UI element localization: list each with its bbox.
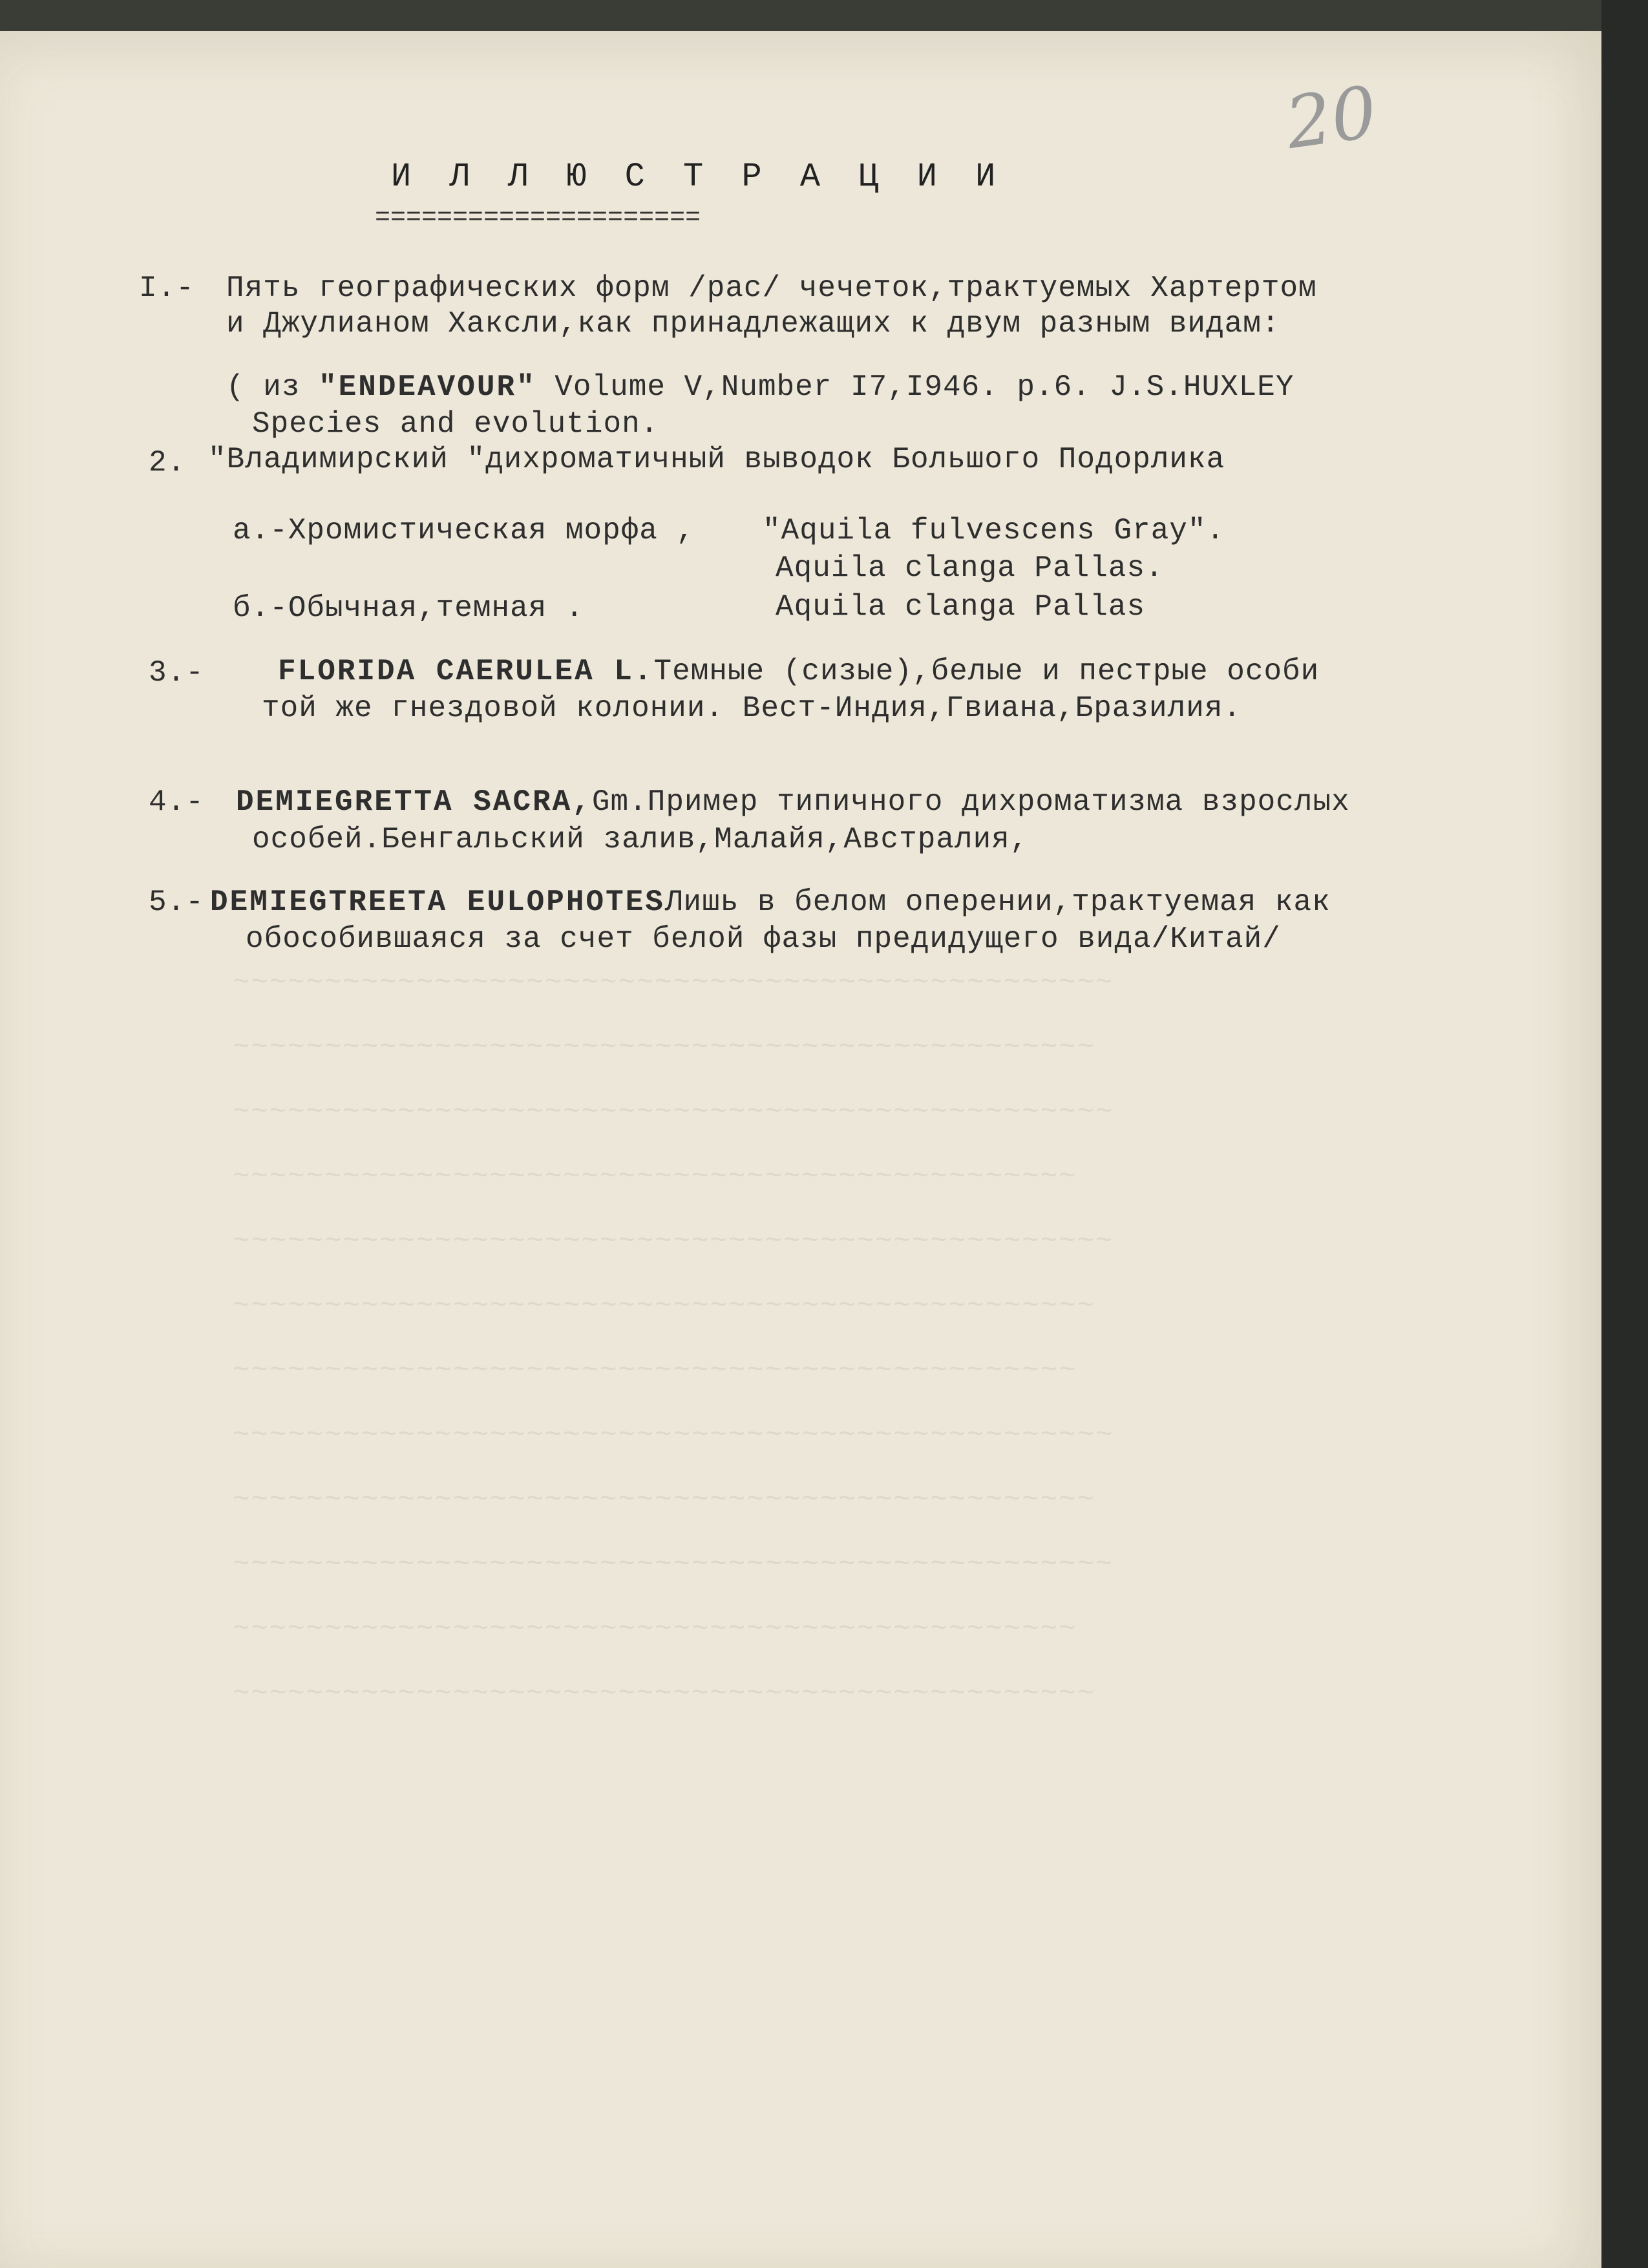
taxon-name: DEMIEGTREETA EULOPHOTES bbox=[210, 885, 665, 919]
bleed-through-line: ~~~~~~~~~~~~~~~~~~~~~~~~~~~~~~~~~~~~~~~~~~~~~~~~ bbox=[233, 1419, 1114, 1452]
document-page bbox=[0, 31, 1601, 2268]
bleed-through-line: ~~~~~~~~~~~~~~~~~~~~~~~~~~~~~~~~~~~~~~~~~~~~~~~~ bbox=[233, 1096, 1114, 1129]
page-title: И Л Л Ю С Т Р А Ц И И bbox=[391, 158, 1005, 196]
bleed-through-line: ~~~~~~~~~~~~~~~~~~~~~~~~~~~~~~~~~~~~~~~~~~~~~~ bbox=[233, 1613, 1077, 1646]
item-text-continued: обособившаяся за счет белой фазы предидущего вида/Китай/ bbox=[246, 922, 1281, 956]
item-text: FLORIDA CAERULEA L.Темные (сизые),белые и пестрые особи bbox=[278, 655, 1320, 688]
bleed-through-line: ~~~~~~~~~~~~~~~~~~~~~~~~~~~~~~~~~~~~~~~~~~~~~~ bbox=[233, 1355, 1077, 1387]
scan-top-edge bbox=[0, 0, 1648, 31]
item-text: Пять географических форм /рас/ чечеток,трактуемых Хартертом bbox=[226, 271, 1317, 305]
item-number: 5.- bbox=[149, 885, 204, 919]
item-number: I.- bbox=[139, 271, 195, 305]
source-citation: ( из "ENDEAVOUR" Volume V,Number I7,I946. p.6. J.S.HUXLEY bbox=[226, 370, 1294, 404]
title-underline: ===================== bbox=[375, 204, 701, 233]
bleed-through-line: ~~~~~~~~~~~~~~~~~~~~~~~~~~~~~~~~~~~~~~~~~~~~~~~~ bbox=[233, 1225, 1114, 1258]
item-text-continued: особей.Бенгальский залив,Малайя,Австралия, bbox=[252, 823, 1029, 856]
sub-item-label: а.-Хромистическая морфа , bbox=[233, 514, 695, 547]
bleed-through-line: ~~~~~~~~~~~~~~~~~~~~~~~~~~~~~~~~~~~~~~~~~~~~~~~~ bbox=[233, 967, 1114, 999]
taxon-name: FLORIDA CAERULEA L. bbox=[278, 655, 654, 688]
item-number: 3.- bbox=[149, 656, 204, 690]
item-text-continued: той же гнездовой колонии. Вест-Индия,Гвиана,Бразилия. bbox=[262, 692, 1242, 725]
latin-name: "Aquila fulvescens Gray". bbox=[763, 514, 1225, 547]
bleed-through-line: ~~~~~~~~~~~~~~~~~~~~~~~~~~~~~~~~~~~~~~~~~~~~~~ bbox=[233, 1161, 1077, 1193]
item-number: 4.- bbox=[149, 785, 204, 819]
item-text: DEMIEGRETTA SACRA,Gm.Пример типичного дихроматизма взрослых bbox=[236, 785, 1350, 819]
item-text: "Владимирский "дихроматичный выводок Большого Подорлика bbox=[208, 443, 1225, 476]
scan-right-edge bbox=[1601, 0, 1648, 2268]
item-number: 2. bbox=[149, 446, 186, 480]
bleed-through-line: ~~~~~~~~~~~~~~~~~~~~~~~~~~~~~~~~~~~~~~~~~~~~~~~ bbox=[233, 1032, 1096, 1064]
latin-name: Aquila clanga Pallas bbox=[776, 590, 1146, 624]
sub-item-label: б.-Обычная,темная . bbox=[233, 591, 584, 625]
taxon-name: DEMIEGRETTA SACRA, bbox=[236, 785, 592, 819]
source-citation-continued: Species and evolution. bbox=[252, 407, 659, 441]
bleed-through-line: ~~~~~~~~~~~~~~~~~~~~~~~~~~~~~~~~~~~~~~~~~~~~~~~ bbox=[233, 1290, 1096, 1322]
page-number: 20 bbox=[1280, 70, 1382, 165]
item-text-continued: и Джулианом Хаксли,как принадлежащих к двум разным видам: bbox=[226, 307, 1280, 341]
bleed-through-line: ~~~~~~~~~~~~~~~~~~~~~~~~~~~~~~~~~~~~~~~~~~~~~~~ bbox=[233, 1678, 1096, 1710]
bleed-through-line: ~~~~~~~~~~~~~~~~~~~~~~~~~~~~~~~~~~~~~~~~~~~~~~~~ bbox=[233, 1549, 1114, 1581]
item-text: DEMIEGTREETA EULOPHOTESЛишь в белом оперении,трактуемая как bbox=[210, 885, 1331, 919]
latin-name: Aquila clanga Pallas. bbox=[776, 551, 1164, 585]
bleed-through-line: ~~~~~~~~~~~~~~~~~~~~~~~~~~~~~~~~~~~~~~~~~~~~~~~ bbox=[233, 1484, 1096, 1516]
